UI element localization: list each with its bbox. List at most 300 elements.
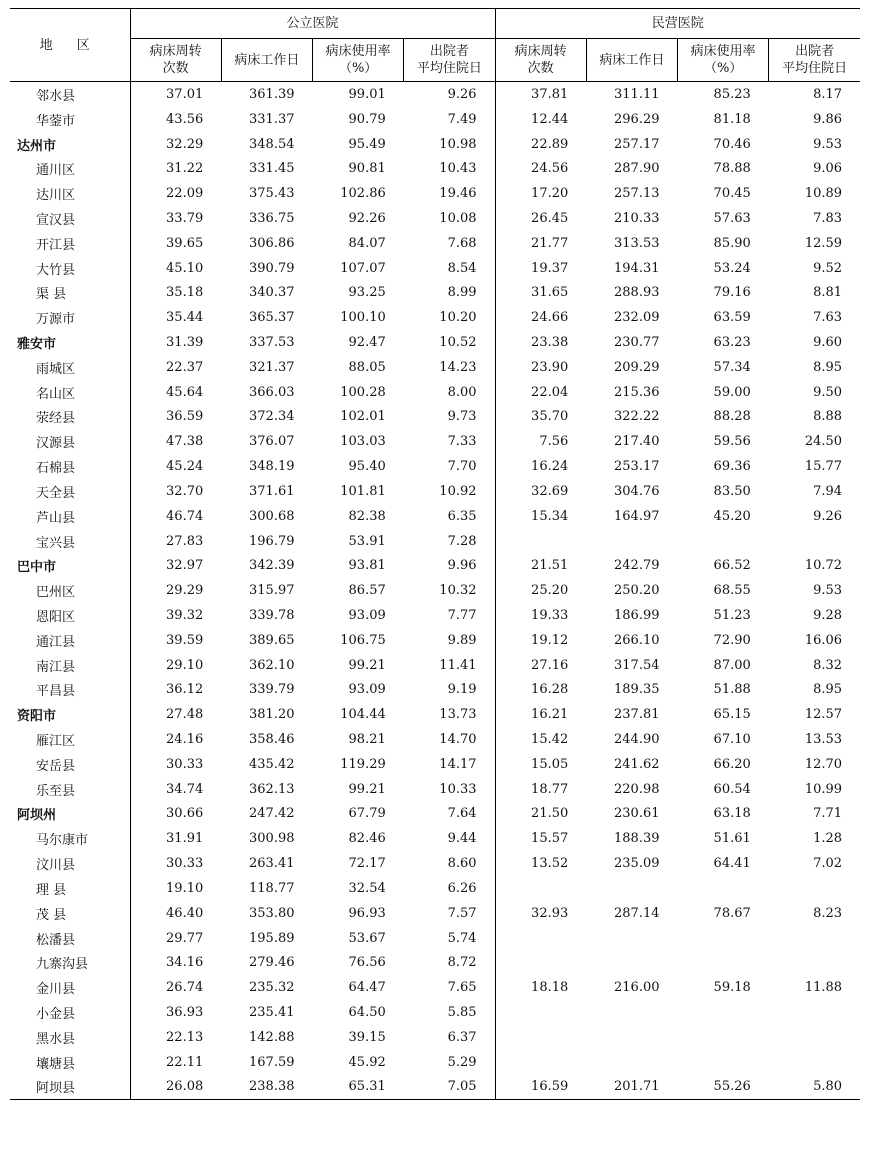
private-value-cell: 8.23	[813, 905, 843, 921]
table-row	[10, 181, 860, 206]
table-row	[10, 826, 860, 851]
public-value-cell: 67.79	[348, 806, 386, 822]
region-name: 宝兴县	[10, 529, 130, 554]
region-name: 天全县	[10, 479, 130, 504]
region-name: 小金县	[10, 1000, 130, 1025]
header-line: 次数	[527, 61, 554, 76]
public-value-cell: 10.32	[404, 578, 495, 603]
public-value-cell: 348.54	[249, 136, 295, 152]
private-value-cell: 253.17	[614, 459, 660, 475]
table-row	[10, 82, 860, 107]
public-value-cell: 7.57	[404, 901, 495, 926]
private-value-cell: 72.90	[713, 632, 751, 648]
private-usage-header	[678, 39, 769, 82]
private-value-cell: 66.52	[713, 558, 751, 574]
region-name: 渠 县	[10, 281, 130, 306]
private-value-cell	[769, 876, 860, 901]
private-value-cell: 78.88	[713, 161, 751, 177]
private-value-cell	[769, 926, 860, 951]
header-line: 病床使用率	[325, 44, 391, 59]
private-value-cell: 209.29	[614, 359, 660, 375]
public-value-cell: 22.13	[166, 1029, 204, 1045]
public-value-cell: 46.74	[166, 508, 204, 524]
public-value-cell: 99.01	[348, 86, 386, 102]
public-value-cell: 98.21	[348, 732, 386, 748]
public-value-cell: 8.99	[404, 281, 495, 306]
public-value-cell: 11.41	[404, 653, 495, 678]
private-value-cell: 66.20	[713, 756, 751, 772]
public-value-cell: 331.37	[249, 111, 295, 127]
public-value-cell: 339.79	[249, 682, 295, 698]
region-name: 南江县	[10, 653, 130, 678]
private-value-cell: 69.36	[713, 459, 751, 475]
public-value-cell: 39.15	[348, 1029, 386, 1045]
public-value-cell: 82.46	[348, 831, 386, 847]
table-row	[10, 305, 860, 330]
public-value-cell: 64.50	[348, 1004, 386, 1020]
region-name: 宣汉县	[10, 206, 130, 231]
private-value-cell	[495, 1025, 586, 1050]
private-value-cell: 15.57	[531, 831, 569, 847]
private-value-cell	[586, 876, 677, 901]
private-value-cell: 85.23	[713, 86, 751, 102]
public-value-cell: 7.77	[404, 603, 495, 628]
public-value-cell: 90.81	[348, 161, 386, 177]
private-value-cell: 27.16	[531, 657, 569, 673]
public-value-cell: 35.44	[166, 310, 204, 326]
table-row	[10, 975, 860, 1000]
private-value-cell	[495, 876, 586, 901]
public-value-cell: 13.73	[404, 702, 495, 727]
public-value-cell: 100.10	[340, 310, 386, 326]
private-value-cell: 64.41	[713, 856, 751, 872]
region-name: 马尔康市	[10, 826, 130, 851]
region-name: 汶川县	[10, 851, 130, 876]
private-value-cell: 79.16	[713, 285, 751, 301]
public-value-cell: 361.39	[249, 86, 295, 102]
private-value-cell	[586, 1050, 677, 1075]
region-name: 理 县	[10, 876, 130, 901]
private-stay-header	[769, 39, 860, 82]
public-value-cell: 7.05	[404, 1075, 495, 1100]
public-value-cell: 107.07	[340, 260, 386, 276]
region-name: 达川区	[10, 181, 130, 206]
public-value-cell: 30.33	[166, 856, 204, 872]
public-value-cell: 340.37	[249, 285, 295, 301]
table-row	[10, 777, 860, 802]
table-row	[10, 429, 860, 454]
private-value-cell	[769, 529, 860, 554]
public-value-cell: 8.00	[404, 380, 495, 405]
table-row	[10, 132, 860, 157]
private-value-cell: 9.86	[813, 111, 843, 127]
private-value-cell: 242.79	[614, 558, 660, 574]
table-row	[10, 380, 860, 405]
private-value-cell	[678, 876, 769, 901]
table-row	[10, 156, 860, 181]
private-value-cell: 8.95	[813, 682, 843, 698]
private-value-cell: 63.18	[713, 806, 751, 822]
private-value-cell: 210.33	[614, 210, 660, 226]
public-value-cell: 195.89	[249, 930, 295, 946]
public-value-cell: 100.28	[340, 384, 386, 400]
header-line: （%）	[338, 61, 378, 76]
private-value-cell: 13.52	[531, 856, 569, 872]
public-value-cell: 9.73	[404, 405, 495, 430]
public-value-cell: 376.07	[249, 434, 295, 450]
region-name: 雅安市	[10, 330, 130, 355]
public-value-cell: 36.93	[166, 1004, 204, 1020]
region-name: 荥经县	[10, 405, 130, 430]
public-value-cell: 31.39	[166, 335, 204, 351]
table-row	[10, 1000, 860, 1025]
public-hospital-header: 公立医院	[130, 9, 495, 39]
private-value-cell: 313.53	[614, 235, 660, 251]
public-value-cell: 76.56	[348, 955, 386, 971]
public-value-cell: 8.72	[404, 950, 495, 975]
public-value-cell: 8.60	[404, 851, 495, 876]
public-value-cell: 238.38	[221, 1075, 312, 1100]
private-value-cell: 78.67	[713, 905, 751, 921]
private-value-cell: 59.56	[713, 434, 751, 450]
public-value-cell: 36.59	[166, 409, 204, 425]
private-value-cell: 244.90	[614, 732, 660, 748]
private-value-cell: 164.97	[614, 508, 660, 524]
public-value-cell: 93.81	[348, 558, 386, 574]
public-value-cell: 7.70	[404, 454, 495, 479]
header-line: 病床工作日	[234, 52, 300, 68]
private-value-cell: 87.00	[713, 657, 751, 673]
private-value-cell: 322.22	[614, 409, 660, 425]
region-name: 名山区	[10, 380, 130, 405]
table-row	[10, 603, 860, 628]
public-value-cell: 32.70	[166, 483, 204, 499]
table-row	[10, 1075, 860, 1100]
public-value-cell: 362.13	[249, 781, 295, 797]
public-value-cell: 90.79	[348, 111, 386, 127]
public-value-cell: 9.26	[404, 82, 495, 107]
private-value-cell: 12.59	[804, 235, 843, 251]
private-value-cell: 19.12	[531, 632, 569, 648]
public-value-cell: 7.28	[404, 529, 495, 554]
public-value-cell: 104.44	[340, 707, 386, 723]
public-value-cell: 10.43	[404, 156, 495, 181]
private-value-cell: 5.80	[769, 1075, 860, 1100]
public-value-cell: 14.70	[404, 727, 495, 752]
public-value-cell: 358.46	[249, 732, 295, 748]
private-value-cell: 13.53	[804, 732, 843, 748]
public-value-cell: 362.10	[249, 657, 295, 673]
table-row	[10, 578, 860, 603]
region-name: 资阳市	[10, 702, 130, 727]
public-value-cell: 7.64	[404, 802, 495, 827]
table-row	[10, 355, 860, 380]
public-value-cell: 389.65	[249, 632, 295, 648]
public-stay-header	[404, 39, 495, 82]
private-value-cell	[586, 926, 677, 951]
private-value-cell: 15.05	[531, 756, 569, 772]
region-header: 地 区	[10, 9, 130, 82]
private-value-cell: 32.69	[531, 483, 569, 499]
public-value-cell: 14.17	[404, 752, 495, 777]
public-value-cell: 26.74	[166, 980, 204, 996]
private-value-cell: 18.18	[531, 980, 569, 996]
public-value-cell: 353.80	[249, 905, 295, 921]
private-value-cell	[495, 926, 586, 951]
public-value-cell: 32.54	[348, 880, 386, 896]
private-value-cell: 45.20	[713, 508, 751, 524]
region-name: 华蓥市	[10, 107, 130, 132]
public-value-cell: 30.66	[166, 806, 204, 822]
private-value-cell: 19.37	[531, 260, 569, 276]
private-value-cell: 51.61	[713, 831, 751, 847]
private-value-cell	[769, 1050, 860, 1075]
public-value-cell: 45.92	[348, 1054, 386, 1070]
private-value-cell: 26.45	[531, 210, 569, 226]
private-value-cell: 7.63	[813, 310, 843, 326]
private-value-cell: 220.98	[614, 781, 660, 797]
public-value-cell: 390.79	[249, 260, 295, 276]
private-turnover-header	[495, 39, 586, 82]
private-value-cell: 215.36	[614, 384, 660, 400]
private-value-cell: 65.15	[713, 707, 751, 723]
private-value-cell: 15.42	[531, 732, 569, 748]
private-value-cell: 201.71	[586, 1075, 677, 1100]
table-row	[10, 553, 860, 578]
private-value-cell: 15.34	[531, 508, 569, 524]
public-value-cell: 39.59	[166, 632, 204, 648]
public-value-cell: 27.48	[166, 707, 204, 723]
private-value-cell: 232.09	[614, 310, 660, 326]
region-name: 芦山县	[10, 504, 130, 529]
private-value-cell	[495, 529, 586, 554]
private-value-cell: 8.81	[813, 285, 843, 301]
table-row	[10, 231, 860, 256]
public-value-cell: 372.34	[249, 409, 295, 425]
public-value-cell: 27.83	[166, 533, 204, 549]
public-value-cell: 10.52	[404, 330, 495, 355]
private-value-cell: 8.17	[813, 86, 843, 102]
private-value-cell: 9.50	[813, 384, 843, 400]
private-value-cell: 19.33	[531, 607, 569, 623]
private-value-cell: 304.76	[614, 483, 660, 499]
table-row	[10, 1050, 860, 1075]
public-value-cell: 10.98	[404, 132, 495, 157]
private-value-cell: 15.77	[804, 459, 843, 475]
private-value-cell: 32.93	[531, 905, 569, 921]
public-value-cell: 321.37	[249, 359, 295, 375]
region-name: 汉源县	[10, 429, 130, 454]
public-value-cell: 96.93	[348, 905, 386, 921]
private-value-cell: 9.60	[813, 335, 843, 351]
public-value-cell: 46.40	[166, 905, 204, 921]
public-value-cell: 5.85	[404, 1000, 495, 1025]
private-value-cell: 53.24	[713, 260, 751, 276]
private-value-cell: 257.17	[614, 136, 660, 152]
table-row	[10, 405, 860, 430]
private-value-cell: 24.50	[804, 434, 843, 450]
private-value-cell: 10.89	[804, 186, 843, 202]
header-line: 出院者	[795, 44, 835, 59]
public-value-cell: 99.21	[348, 657, 386, 673]
private-value-cell: 266.10	[614, 632, 660, 648]
table-row	[10, 702, 860, 727]
private-value-cell: 60.54	[713, 781, 751, 797]
private-value-cell: 25.20	[531, 583, 569, 599]
header-line: 病床工作日	[599, 52, 665, 68]
private-value-cell: 8.88	[813, 409, 843, 425]
public-value-cell: 300.68	[249, 508, 295, 524]
private-value-cell: 21.50	[531, 806, 569, 822]
table-header	[10, 9, 860, 82]
public-value-cell: 39.65	[166, 235, 204, 251]
table-row	[10, 206, 860, 231]
header-line: 平均住院日	[782, 61, 848, 76]
region-name: 茂 县	[10, 901, 130, 926]
public-value-cell: 7.65	[404, 975, 495, 1000]
private-hospital-header: 民营医院	[495, 9, 860, 39]
public-value-cell: 86.57	[348, 583, 386, 599]
private-value-cell: 51.23	[713, 607, 751, 623]
region-name: 平昌县	[10, 678, 130, 703]
public-value-cell: 93.09	[348, 682, 386, 698]
private-value-cell: 63.23	[713, 335, 751, 351]
public-value-cell: 247.42	[249, 806, 295, 822]
private-value-cell	[586, 950, 677, 975]
public-value-cell: 5.74	[404, 926, 495, 951]
public-value-cell: 22.37	[166, 359, 204, 375]
region-name: 巴州区	[10, 578, 130, 603]
public-value-cell: 375.43	[249, 186, 295, 202]
table-body	[10, 82, 860, 1100]
public-value-cell: 95.49	[348, 136, 386, 152]
header-line: 出院者	[429, 44, 469, 59]
private-value-cell: 296.29	[614, 111, 660, 127]
region-name: 松潘县	[10, 926, 130, 951]
private-value-cell: 217.40	[614, 434, 660, 450]
public-turnover-header	[130, 39, 221, 82]
public-value-cell: 101.81	[340, 483, 386, 499]
table-row	[10, 851, 860, 876]
public-value-cell: 34.16	[166, 955, 204, 971]
private-value-cell: 194.31	[614, 260, 660, 276]
header-line: 病床使用率	[690, 44, 756, 59]
private-value-cell: 21.77	[531, 235, 569, 251]
private-value-cell: 1.28	[813, 831, 843, 847]
private-value-cell: 16.06	[804, 632, 843, 648]
table-row	[10, 752, 860, 777]
header-line: 次数	[162, 61, 189, 76]
private-value-cell: 67.10	[713, 732, 751, 748]
table-row	[10, 330, 860, 355]
public-usage-header	[313, 39, 404, 82]
private-value-cell: 24.66	[531, 310, 569, 326]
private-value-cell: 16.24	[531, 459, 569, 475]
public-value-cell: 10.92	[404, 479, 495, 504]
public-value-cell: 366.03	[249, 384, 295, 400]
private-value-cell: 57.34	[713, 359, 751, 375]
private-value-cell: 51.88	[713, 682, 751, 698]
region-name: 达州市	[10, 132, 130, 157]
private-value-cell: 7.94	[813, 483, 843, 499]
public-value-cell: 30.33	[166, 756, 204, 772]
public-value-cell: 29.10	[166, 657, 204, 673]
public-value-cell: 279.46	[249, 955, 295, 971]
public-value-cell: 10.08	[404, 206, 495, 231]
private-value-cell: 22.04	[531, 384, 569, 400]
private-value-cell: 31.65	[531, 285, 569, 301]
region-name: 阿坝县	[10, 1075, 130, 1100]
private-value-cell: 230.61	[614, 806, 660, 822]
private-value-cell	[769, 1000, 860, 1025]
table-row	[10, 479, 860, 504]
table-row	[10, 950, 860, 975]
private-value-cell: 16.21	[531, 707, 569, 723]
private-value-cell: 317.54	[614, 657, 660, 673]
table-row	[10, 678, 860, 703]
region-name: 大竹县	[10, 256, 130, 281]
public-value-cell: 35.18	[166, 285, 204, 301]
public-value-cell: 348.19	[249, 459, 295, 475]
public-value-cell: 45.24	[166, 459, 204, 475]
table-row	[10, 628, 860, 653]
private-value-cell	[678, 529, 769, 554]
public-value-cell: 93.09	[348, 607, 386, 623]
public-value-cell: 84.07	[348, 235, 386, 251]
region-name: 邻水县	[10, 82, 130, 107]
region-name: 开江县	[10, 231, 130, 256]
public-value-cell: 119.29	[340, 756, 386, 772]
public-value-cell: 53.67	[348, 930, 386, 946]
public-value-cell: 65.31	[313, 1075, 404, 1100]
public-value-cell: 103.03	[340, 434, 386, 450]
table-row	[10, 653, 860, 678]
public-value-cell: 106.75	[340, 632, 386, 648]
region-name: 雨城区	[10, 355, 130, 380]
public-value-cell: 53.91	[348, 533, 386, 549]
private-value-cell: 9.06	[813, 161, 843, 177]
public-value-cell: 9.89	[404, 628, 495, 653]
public-value-cell: 92.47	[348, 335, 386, 351]
public-value-cell: 93.25	[348, 285, 386, 301]
private-value-cell: 189.35	[614, 682, 660, 698]
private-value-cell: 9.26	[813, 508, 843, 524]
region-name: 石棉县	[10, 454, 130, 479]
public-workdays-header	[221, 39, 312, 82]
public-value-cell: 142.88	[249, 1029, 295, 1045]
private-value-cell: 9.52	[813, 260, 843, 276]
region-name: 安岳县	[10, 752, 130, 777]
public-value-cell: 36.12	[166, 682, 204, 698]
public-value-cell: 365.37	[249, 310, 295, 326]
public-value-cell: 300.98	[249, 831, 295, 847]
header-line: （%）	[703, 61, 743, 76]
public-value-cell: 235.32	[249, 980, 295, 996]
header-line: 病床周转	[514, 44, 567, 59]
region-name: 黑水县	[10, 1025, 130, 1050]
public-value-cell: 29.77	[166, 930, 204, 946]
public-value-cell: 342.39	[249, 558, 295, 574]
public-value-cell: 95.40	[348, 459, 386, 475]
public-value-cell: 102.86	[340, 186, 386, 202]
private-value-cell: 70.45	[713, 186, 751, 202]
region-name: 恩阳区	[10, 603, 130, 628]
public-value-cell: 7.49	[404, 107, 495, 132]
public-value-cell: 196.79	[249, 533, 295, 549]
public-value-cell: 32.97	[166, 558, 204, 574]
region-name: 通川区	[10, 156, 130, 181]
private-value-cell: 7.02	[813, 856, 843, 872]
